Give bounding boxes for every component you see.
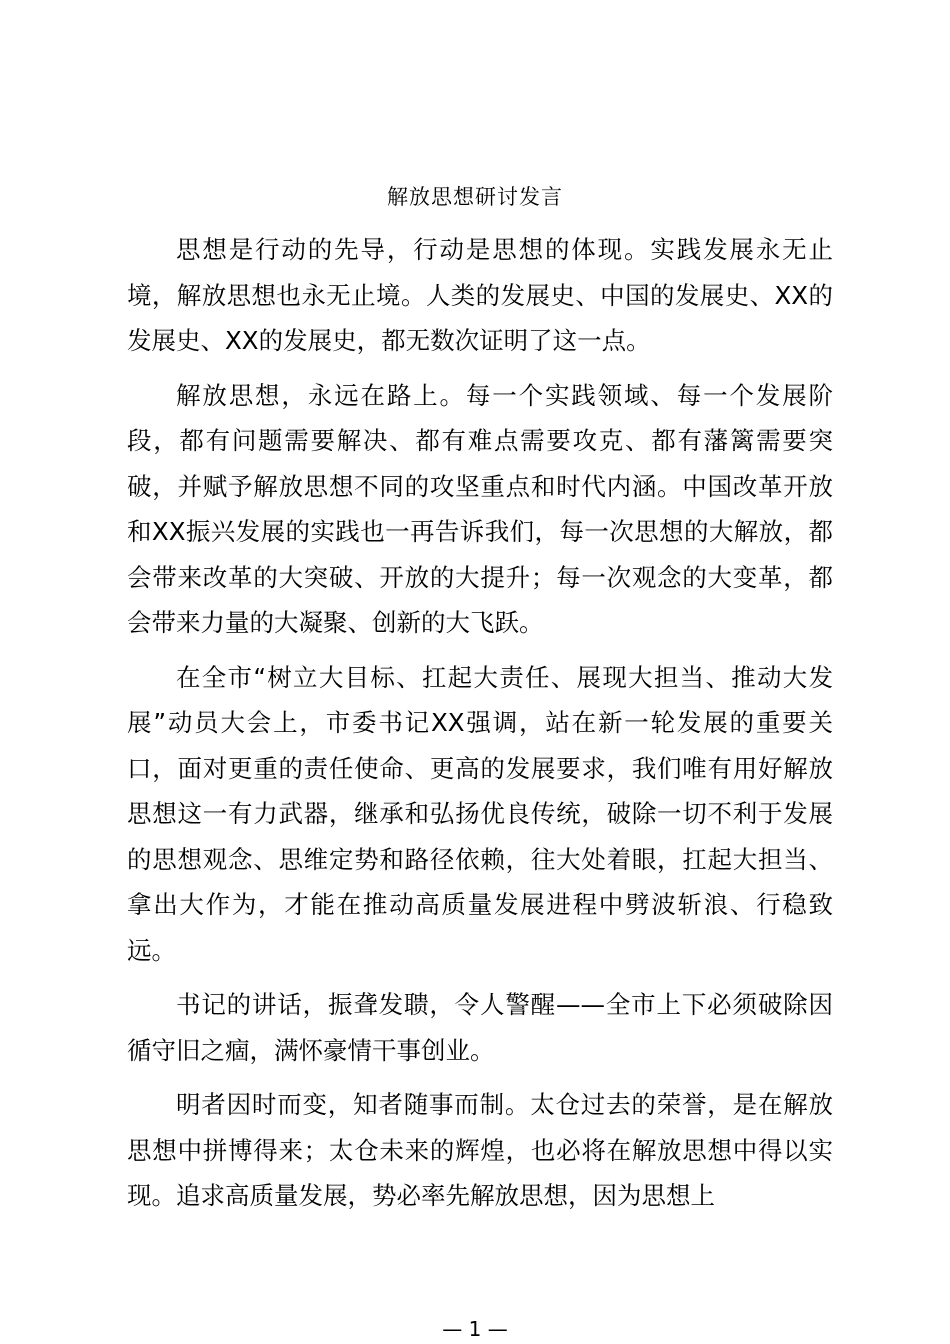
paragraph-1: 思想是行动的先导，行动是思想的体现。实践发展永无止境，解放思想也永无止境。人类的发展史、中国的发展史、XX的发展史、XX的发展史，都无数次证明了这一点。 — [127, 235, 833, 355]
document-title: 解放思想研讨发言 — [387, 185, 563, 209]
paragraph-4: 书记的讲话，振聋发聩，令人警醒——全市上下必须破除因循守旧之痼，满怀豪情干事创业。 — [127, 990, 833, 1065]
paragraph-3: 在全市“树立大目标、扛起大责任、展现大担当、推动大发展”动员大会上，市委书记XX强调，站在新一轮发展的重要关口，面对更重的责任使命、更高的发展要求，我们唯有用好解放思想这一有力武器，继承和弘扬优良传统，破除一切不利于发展的思想观念、思维定势和路径依赖，往大处着眼，扛起大担当、拿出大作为，才能在推动高质量发展进程中劈波斩浪、行稳致远。 — [127, 662, 833, 965]
document-body — [127, 227, 833, 1228]
page-number: — 1 — — [442, 1317, 508, 1341]
paragraph-2: 解放思想，永远在路上。每一个实践领域、每一个发展阶段，都有问题需要解决、都有难点需要攻克、都有藩篱需要突破，并赋予解放思想不同的攻坚重点和时代内涵。中国改革开放和XX振兴发展的实践也一再告诉我们，每一次思想的大解放，都会带来改革的大突破、开放的大提升；每一次观念的大变革，都会带来力量的大凝聚、创新的大飞跃。 — [127, 380, 833, 637]
paragraph-5: 明者因时而变，知者随事而制。太仓过去的荣誉，是在解放思想中拼博得来；太仓未来的辉煌，也必将在解放思想中得以实现。追求高质量发展，势必率先解放思想，因为思想上 — [127, 1090, 833, 1210]
